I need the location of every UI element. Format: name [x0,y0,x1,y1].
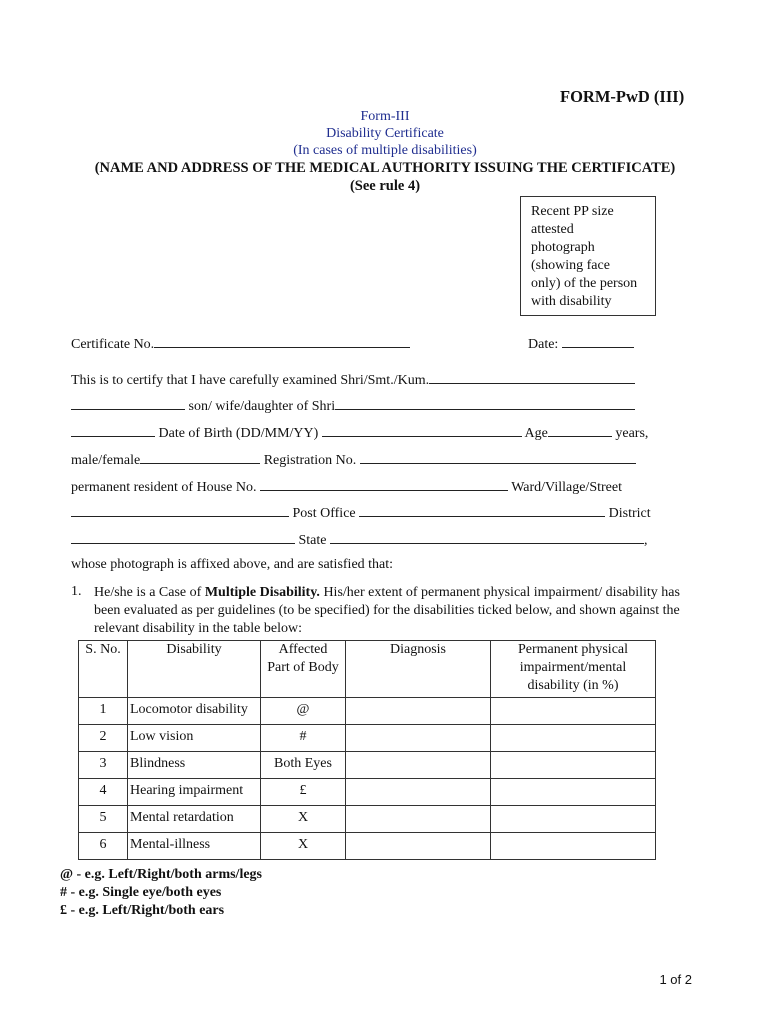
clause-text-after: His/her extent of permanent physical impairment/ disability has been evaluated as per guidelines (to be specified) for the disabilities ticked below, and shown against the relevant disability in the table below: [94,585,680,636]
district-label: District [608,506,651,521]
relation-type-field[interactable] [71,397,185,410]
note-locomotor: @ - e.g. Left/Right/both arms/legs [60,867,263,882]
row-disability: Blindness [128,752,261,779]
gender-row [71,451,636,469]
age-field[interactable] [548,424,612,437]
date-row [528,335,634,353]
table-header-row [79,641,656,698]
dob-prefix-field[interactable] [71,424,155,437]
header-sno: S. No. [79,641,128,698]
post-office-field[interactable] [359,504,605,517]
note-vision: # - e.g. Single eye/both eyes [60,885,222,900]
row-affected-part: @ [261,698,346,725]
ward-label: Ward/Village/Street [511,480,622,495]
table-row [79,833,656,860]
row-diagnosis-cell[interactable] [346,806,491,833]
header-part-line: Affected [278,642,328,657]
resident-row [71,478,622,496]
certificate-no-row [71,335,410,353]
row-percent-cell[interactable] [491,833,656,860]
photo-box [520,196,656,316]
row-sno: 5 [79,806,128,833]
certificate-no-label: Certificate No. [71,337,155,352]
row-disability: Locomotor disability [128,698,261,725]
row-affected-part: # [261,725,346,752]
resident-label: permanent resident of House No. [71,480,257,495]
table-row [79,752,656,779]
certificate-title: Disability Certificate [326,126,444,141]
row-sno: 1 [79,698,128,725]
header-diagnosis: Diagnosis [346,641,491,698]
row-disability: Hearing impairment [128,779,261,806]
post-office-row [71,504,651,522]
photo-affixed-text: whose photograph is affixed above, and are satisfied that: [71,557,394,572]
date-field[interactable] [562,335,634,348]
row-affected-part: Both Eyes [261,752,346,779]
patient-name-field[interactable] [429,371,635,384]
clause-1-text [94,584,684,638]
relation-row [71,397,635,415]
header-perm-line: Permanent physical [517,642,629,657]
row-sno: 4 [79,779,128,806]
photo-box-line: photograph [531,240,595,255]
table-row [79,779,656,806]
form-code: FORM-PwD (III) [560,87,685,106]
guardian-name-field[interactable] [335,397,635,410]
rule-reference: (See rule 4) [349,178,421,194]
photo-box-line: with disability [531,294,612,309]
page-number: 1 of 2 [659,972,692,987]
state-row [71,531,648,549]
certificate-no-field[interactable] [154,335,410,348]
table-row [79,725,656,752]
row-sno: 2 [79,725,128,752]
row-affected-part: X [261,806,346,833]
row-percent-cell[interactable] [491,698,656,725]
row-disability: Low vision [128,725,261,752]
row-affected-part: £ [261,779,346,806]
dob-label: Date of Birth (DD/MM/YY) [158,426,319,441]
date-label: Date: [528,337,559,352]
form-number: Form-III [360,109,410,124]
gender-field[interactable] [140,451,260,464]
row-percent-cell[interactable] [491,806,656,833]
header-permanent [491,641,656,698]
row-sno: 6 [79,833,128,860]
district-field[interactable] [71,531,295,544]
header-perm-line: impairment/mental [519,660,627,675]
row-disability: Mental-illness [128,833,261,860]
row-diagnosis-cell[interactable] [346,698,491,725]
dob-field[interactable] [322,424,522,437]
photo-box-line: attested [531,222,574,237]
table-row [79,806,656,833]
row-affected-part: X [261,833,346,860]
row-diagnosis-cell[interactable] [346,725,491,752]
gender-label: male/female [71,453,141,468]
years-label: years, [615,426,649,441]
row-sno: 3 [79,752,128,779]
authority-heading: (NAME AND ADDRESS OF THE MEDICAL AUTHORITY ISSUING THE CERTIFICATE) [94,160,676,176]
certify-row [71,371,635,389]
row-percent-cell[interactable] [491,779,656,806]
header-part-line: Part of Body [267,660,339,675]
disability-table [78,640,656,860]
street-field[interactable] [71,504,289,517]
row-diagnosis-cell[interactable] [346,779,491,806]
row-diagnosis-cell[interactable] [346,752,491,779]
state-field[interactable] [330,531,644,544]
note-hearing: £ - e.g. Left/Right/both ears [60,903,225,918]
age-label: Age [524,426,548,441]
clause-number: 1. [71,584,82,599]
dob-row [71,424,648,442]
registration-field[interactable] [360,451,636,464]
row-percent-cell[interactable] [491,725,656,752]
certify-text: This is to certify that I have carefully examined Shri/Smt./Kum. [71,373,430,388]
registration-label: Registration No. [263,453,357,468]
certificate-subtitle: (In cases of multiple disabilities) [293,143,477,158]
header-perm-line: disability (in %) [527,678,619,693]
post-office-label: Post Office [292,506,356,521]
photo-box-line: Recent PP size [531,204,614,219]
relation-label: son/ wife/daughter of Shri [188,399,336,414]
photo-box-line: only) of the person [531,276,638,291]
photo-box-line: (showing face [531,258,610,273]
row-disability: Mental retardation [128,806,261,833]
state-suffix: , [644,533,648,548]
state-label: State [298,533,327,548]
clause-text-bold: Multiple Disability. [204,585,320,600]
header-affected-part [261,641,346,698]
clause-text-before: He/she is a Case of [94,585,205,600]
row-percent-cell[interactable] [491,752,656,779]
row-diagnosis-cell[interactable] [346,833,491,860]
header-disability: Disability [128,641,261,698]
table-row [79,698,656,725]
house-no-field[interactable] [260,478,508,491]
